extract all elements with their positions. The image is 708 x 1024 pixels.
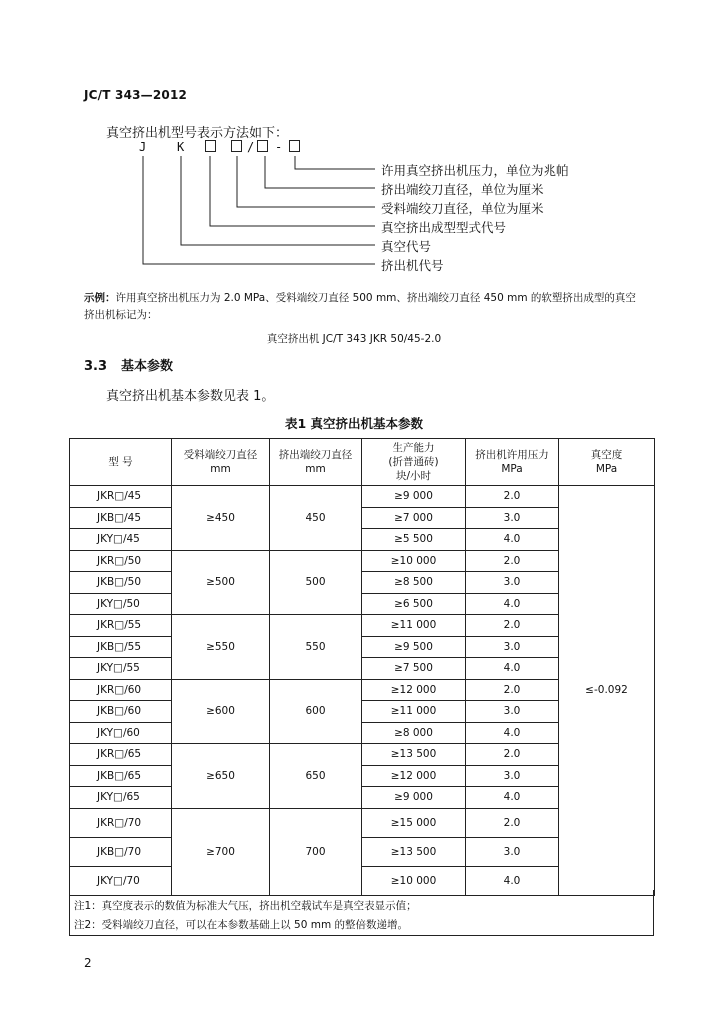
model-cell: JKR□/55 — [70, 615, 172, 637]
model-cell: JKY□/65 — [70, 787, 172, 809]
code-dash: - — [275, 140, 283, 154]
intake-dia-cell: ≥650 — [172, 744, 270, 809]
section-title: 基本参数 — [121, 359, 174, 374]
model-cell: JKY□/60 — [70, 722, 172, 744]
example-designation: 真空挤出机 JC/T 343 JKR 50/45-2.0 — [266, 333, 442, 345]
vacuum-cell: ≤-0.092 — [559, 486, 655, 896]
page-number: 2 — [84, 956, 92, 970]
pressure-cell: 4.0 — [466, 787, 559, 809]
model-code-diagram — [0, 0, 708, 280]
code-slash: / — [247, 140, 255, 154]
pressure-cell: 4.0 — [466, 866, 559, 895]
pressure-cell: 3.0 — [466, 837, 559, 866]
capacity-cell: ≥8 000 — [362, 722, 466, 744]
table-note-1: 注1：真空度表示的数值为标准大气压，挤出机空载试车是真空表显示值； — [74, 900, 417, 912]
model-intro-text: 真空挤出机型号表示方法如下： — [106, 126, 289, 141]
header-model: 型 号 — [70, 439, 172, 486]
model-cell: JKR□/70 — [70, 808, 172, 837]
capacity-cell: ≥10 000 — [362, 866, 466, 895]
model-cell: JKR□/50 — [70, 550, 172, 572]
capacity-cell: ≥12 000 — [362, 765, 466, 787]
table-note-2: 注2：受料端绞刀直径，可以在本参数基础上以 50 mm 的整倍数递增。 — [74, 919, 409, 931]
example-label: 示例： — [84, 292, 116, 304]
header-vacuum: 真空度 MPa — [559, 439, 655, 486]
capacity-cell: ≥8 500 — [362, 572, 466, 594]
pressure-cell: 2.0 — [466, 486, 559, 508]
capacity-cell: ≥9 000 — [362, 486, 466, 508]
capacity-cell: ≥9 500 — [362, 636, 466, 658]
intake-dia-cell: ≥500 — [172, 550, 270, 615]
table-caption: 表1 真空挤出机基本参数 — [284, 416, 424, 431]
pressure-cell: 2.0 — [466, 679, 559, 701]
model-cell: JKB□/70 — [70, 837, 172, 866]
code-letter-j: J — [139, 140, 147, 154]
intake-dia-cell: ≥600 — [172, 679, 270, 744]
pressure-cell: 4.0 — [466, 722, 559, 744]
capacity-cell: ≥7 000 — [362, 507, 466, 529]
intake-dia-cell: ≥550 — [172, 615, 270, 680]
capacity-cell: ≥11 000 — [362, 701, 466, 723]
example-text: 许用真空挤出机压力为 2.0 MPa、受料端绞刀直径 500 mm、挤出端绞刀直径 450 mm 的软塑挤出成型的真空挤出机标记为： — [84, 292, 636, 321]
pressure-cell: 4.0 — [466, 593, 559, 615]
pressure-cell: 2.0 — [466, 550, 559, 572]
extrude-dia-cell: 600 — [270, 679, 362, 744]
capacity-cell: ≥11 000 — [362, 615, 466, 637]
pressure-cell: 2.0 — [466, 808, 559, 837]
pressure-cell: 4.0 — [466, 658, 559, 680]
legend-vacuum-code: 真空代号 — [381, 239, 432, 254]
pressure-cell: 3.0 — [466, 701, 559, 723]
header-capacity: 生产能力 (折普通砖) 块/小时 — [362, 439, 466, 486]
capacity-cell: ≥12 000 — [362, 679, 466, 701]
extrude-dia-cell: 500 — [270, 550, 362, 615]
legend-intake-dia: 受料端绞刀直径，单位为厘米 — [381, 201, 544, 216]
model-cell: JKR□/65 — [70, 744, 172, 766]
extrude-dia-cell: 650 — [270, 744, 362, 809]
model-cell: JKB□/55 — [70, 636, 172, 658]
intake-dia-cell: ≥700 — [172, 808, 270, 895]
intake-dia-cell: ≥450 — [172, 486, 270, 551]
table-notes — [69, 890, 654, 936]
pressure-cell: 3.0 — [466, 507, 559, 529]
capacity-cell: ≥15 000 — [362, 808, 466, 837]
section-text: 真空挤出机基本参数见表 1。 — [106, 389, 275, 404]
capacity-cell: ≥6 500 — [362, 593, 466, 615]
capacity-cell: ≥7 500 — [362, 658, 466, 680]
model-cell: JKB□/45 — [70, 507, 172, 529]
extrude-dia-cell: 450 — [270, 486, 362, 551]
pressure-cell: 2.0 — [466, 744, 559, 766]
model-cell: JKB□/65 — [70, 765, 172, 787]
header-pressure: 挤出机许用压力 MPa — [466, 439, 559, 486]
header-intake-dia: 受料端绞刀直径 mm — [172, 439, 270, 486]
table-row — [70, 486, 655, 508]
pressure-cell: 2.0 — [466, 615, 559, 637]
section-number: 3.3 — [84, 359, 108, 374]
model-cell: JKY□/70 — [70, 866, 172, 895]
model-cell: JKY□/45 — [70, 529, 172, 551]
model-cell: JKR□/60 — [70, 679, 172, 701]
model-cell: JKR□/45 — [70, 486, 172, 508]
pressure-cell: 3.0 — [466, 636, 559, 658]
legend-extrude-dia: 挤出端绞刀直径，单位为厘米 — [381, 182, 544, 197]
example-paragraph — [84, 290, 644, 324]
standard-header: JC/T 343—2012 — [84, 88, 188, 102]
extrude-dia-cell: 550 — [270, 615, 362, 680]
model-cell: JKB□/60 — [70, 701, 172, 723]
capacity-cell: ≥10 000 — [362, 550, 466, 572]
legend-type-code: 真空挤出成型型式代号 — [381, 220, 507, 235]
parameters-table — [69, 438, 655, 896]
pressure-cell: 3.0 — [466, 765, 559, 787]
pressure-cell: 4.0 — [466, 529, 559, 551]
legend-pressure: 许用真空挤出机压力，单位为兆帕 — [381, 163, 569, 178]
capacity-cell: ≥13 500 — [362, 744, 466, 766]
capacity-cell: ≥13 500 — [362, 837, 466, 866]
pressure-cell: 3.0 — [466, 572, 559, 594]
header-extrude-dia: 挤出端绞刀直径 mm — [270, 439, 362, 486]
code-letter-k: K — [177, 140, 185, 154]
capacity-cell: ≥5 500 — [362, 529, 466, 551]
section-heading — [84, 355, 173, 374]
extrude-dia-cell: 700 — [270, 808, 362, 895]
model-cell: JKB□/50 — [70, 572, 172, 594]
capacity-cell: ≥9 000 — [362, 787, 466, 809]
model-cell: JKY□/50 — [70, 593, 172, 615]
legend-extruder-code: 挤出机代号 — [381, 258, 444, 273]
model-cell: JKY□/55 — [70, 658, 172, 680]
